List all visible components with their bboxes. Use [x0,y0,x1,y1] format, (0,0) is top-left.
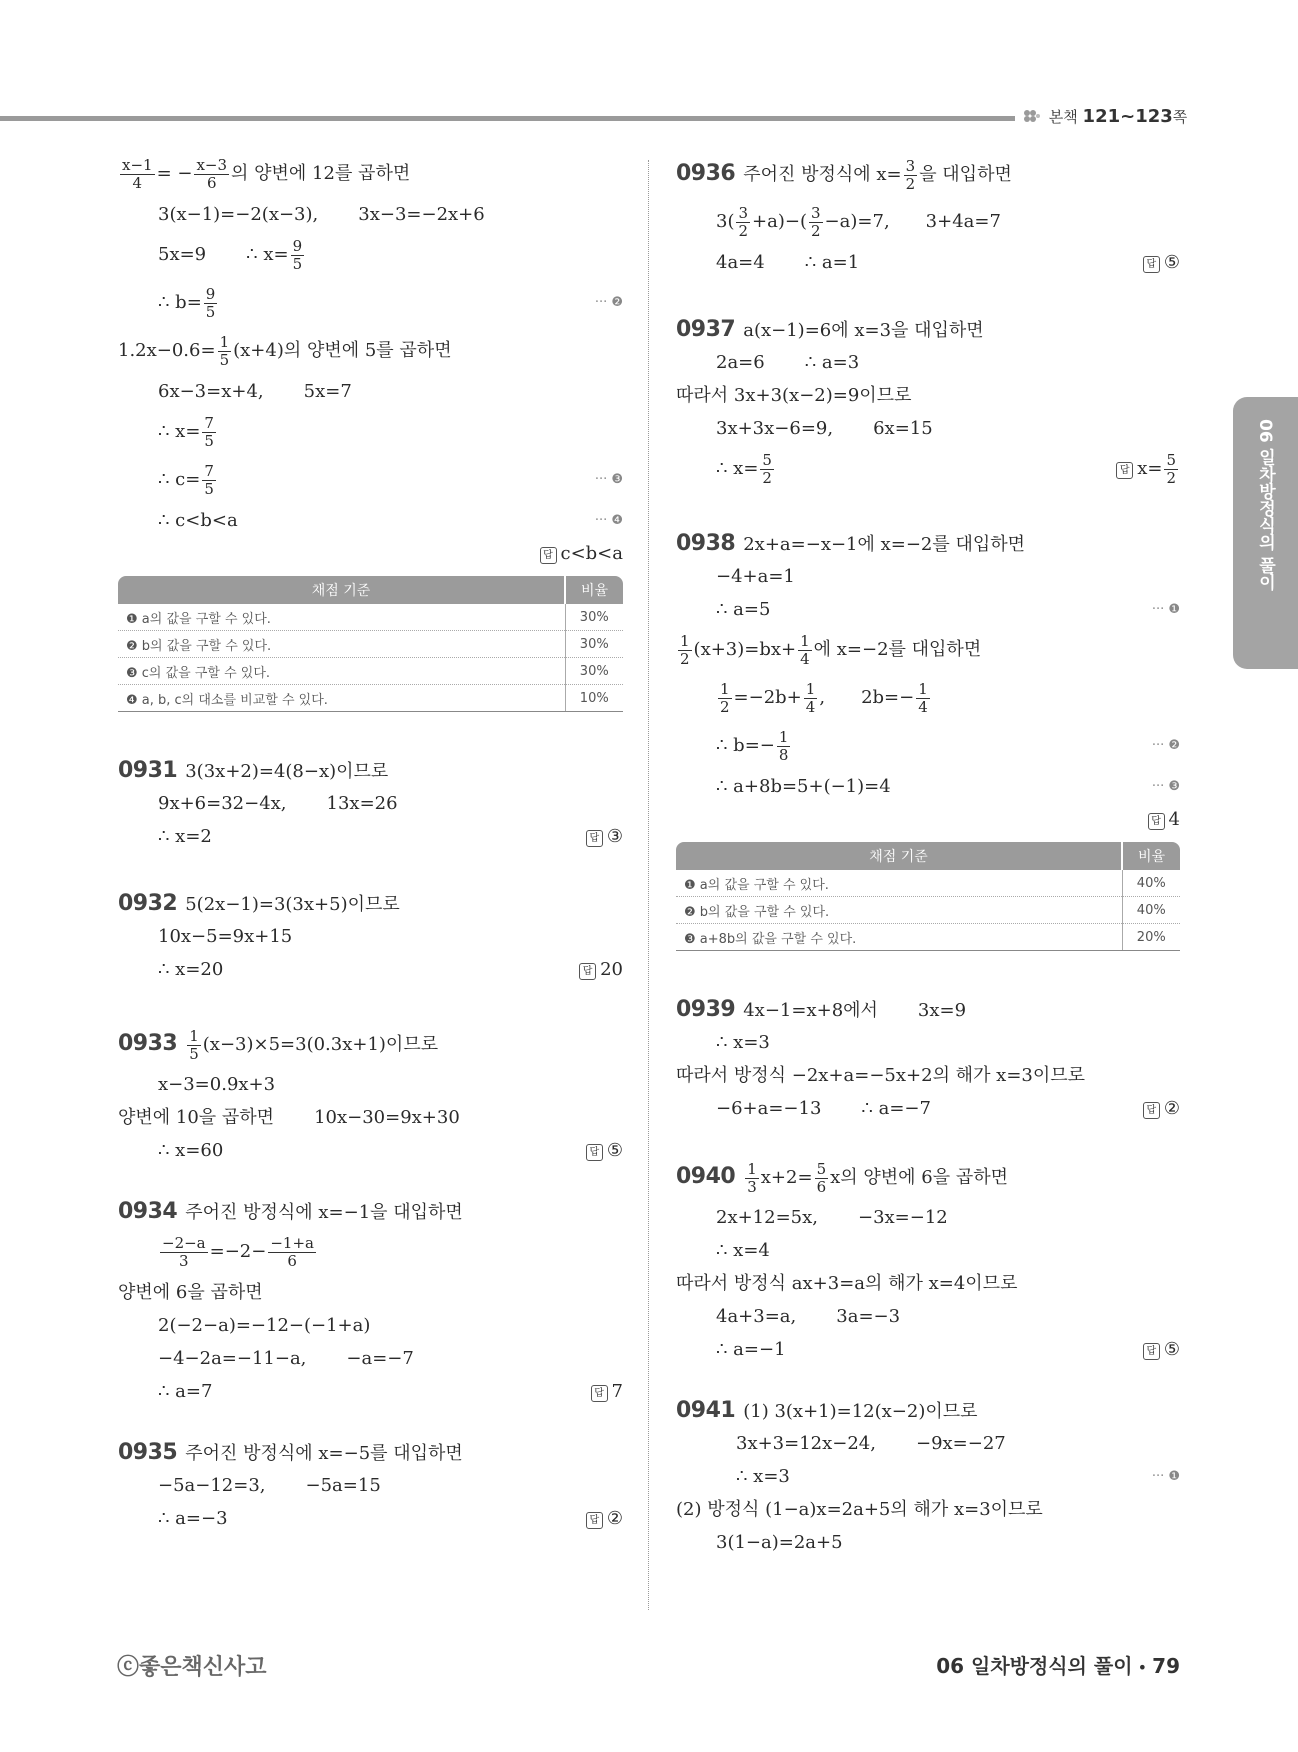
problem-number: 0934 [118,1199,178,1224]
problem-0935: 0935 주어진 방정식에 x=−5를 대입하면 [118,1440,463,1465]
math-line: 2(−2−a)=−12−(−1+a) [158,1315,371,1336]
footer-chapter: 06 일차방정식의 풀이 [936,1654,1133,1678]
fraction: $\frac{5}{2}$ [762,450,772,487]
problem-0936: 0936 주어진 방정식에 x= $\frac{3}{2}$ 을 대입하면 [676,156,1012,193]
grading-header-ratio: 비율 [565,576,623,604]
math-line: 10x−5=9x+15 [158,926,293,947]
math-line: $\frac{x-1}{4}$ = − $\frac{x-3}{6}$ 의 양변에 12를 곱하면 [122,155,411,192]
problem-0932: 0932 5(2x−1)=3(3x+5)이므로 [118,891,400,916]
step-marker: ··· ❹ [594,513,623,528]
math-line: 3x+3=12x−24, −9x=−27 [736,1433,1006,1454]
answer-line [118,537,623,570]
answer: 답 ② [586,1502,623,1535]
header-rule [0,116,1015,121]
fraction: $\frac{1}{4}$ [800,631,810,668]
math-line: $\frac{1}{2}$ (x+3)=bx+ $\frac{1}{4}$ 에 x=−2를 대입하면 [680,631,982,668]
problem-number: 0940 [676,1164,736,1189]
step-marker: ··· ❷ [1151,738,1180,753]
step-marker: ··· ❸ [594,472,623,487]
math-line: ∴ a=−3 답 ② [118,1502,623,1535]
grading-table [676,842,1180,951]
step-marker: ··· ❸ [1151,779,1180,794]
step-marker: ··· ❶ [1151,1469,1180,1484]
step-marker: ··· ❷ [594,295,623,310]
table-row: ❸ c의 값을 구할 수 있다. 30% [118,658,623,685]
math-line: x−3=0.9x+3 [158,1074,276,1095]
grading-table [118,576,623,712]
answer-badge-icon: 답 [540,547,557,564]
page-number: 79 [1152,1654,1180,1678]
math-line: 3( $\frac{3}{2}$ +a)−( $\frac{3}{2}$ −a)=7, 3+4a=7 [716,203,1001,240]
problem-0933: 0933 $\frac{1}{5}$ (x−3)×5=3(0.3x+1)이므로 [118,1026,439,1063]
step-marker: ··· ❶ [1151,602,1180,617]
page-reference [1022,106,1187,127]
answer: 답 ⑤ [1143,1333,1180,1366]
math-line: ∴ c= $\frac{7}{5}$ ··· ❸ [118,456,623,504]
math-line: 6x−3=x+4, 5x=7 [158,381,352,402]
math-line: 5x=9 ∴ x= $\frac{9}{5}$ [158,236,303,273]
fraction: $\frac{1}{2}$ [680,631,690,668]
left-column [118,150,623,1535]
fraction: $\frac{3}{2}$ [905,156,916,193]
math-line: 따라서 방정식 −2x+a=−5x+2의 해가 x=3이므로 [676,1065,1086,1086]
table-row: ❶ a의 값을 구할 수 있다. 30% [118,604,623,631]
answer-badge-icon: 답 [1143,1102,1160,1119]
math-line: −4−2a=−11−a, −a=−7 [158,1348,414,1369]
table-row: ❸ a+8b의 값을 구할 수 있다. 20% [676,924,1180,951]
problem-number: 0935 [118,1440,178,1465]
fraction: $\frac{9}{5}$ [292,236,303,273]
answer-badge-icon: 답 [586,1144,603,1161]
problem-0931: 0931 3(3x+2)=4(8−x)이므로 [118,758,389,783]
fraction: $\frac{1}{5}$ [189,1026,199,1063]
fraction: $\frac{5}{2}$ [1166,450,1176,487]
math-line: 양변에 6을 곱하면 [118,1282,263,1303]
fraction: $\frac{7}{5}$ [204,413,214,450]
math-line: 양변에 10을 곱하면 10x−30=9x+30 [118,1107,460,1128]
answer-badge-icon: 답 [579,963,596,980]
problem-number: 0932 [118,891,178,916]
answer-badge-icon: 답 [586,830,603,847]
math-line: 1.2x−0.6= $\frac{1}{5}$ (x+4)의 양변에 5를 곱하면 [118,332,452,369]
fraction: $\frac{1}{2}$ [720,679,730,716]
math-line: ∴ a=−1 답 ⑤ [676,1333,1180,1366]
answer: 답 c<b<a [540,537,624,570]
answer: 답 7 [591,1375,623,1408]
fraction: $\frac{9}{5}$ [205,284,216,321]
answer-line [676,803,1180,836]
fraction: $\frac{3}{2}$ [811,203,821,240]
math-line: ∴ x=3 ··· ❶ [676,1460,1180,1493]
fraction: $\frac{-1+a}{6}$ [270,1233,314,1270]
math-line: 3(1−a)=2a+5 [716,1532,843,1553]
answer-badge-icon: 답 [1143,256,1160,273]
fraction: $\frac{1}{5}$ [219,332,230,369]
math-line: 3(x−1)=−2(x−3), 3x−3=−2x+6 [158,204,485,225]
math-line: ∴ x=4 [716,1240,770,1261]
math-line: 3x+3x−6=9, 6x=15 [716,418,933,439]
problem-number: 0936 [676,161,736,186]
fraction: $\frac{3}{2}$ [738,203,749,240]
answer-badge-icon: 답 [591,1385,608,1402]
math-line: ∴ b=− $\frac{1}{8}$ ··· ❷ [676,722,1180,770]
math-line: 따라서 3x+3(x−2)=9이므로 [676,385,912,406]
page-footer [936,1650,1180,1679]
chapter-side-tab [1233,397,1298,669]
publisher-logo: ⓒ좋은책신사고 [117,1655,267,1680]
fraction: $\frac{x-3}{6}$ [196,155,228,192]
problem-0940: 0940 $\frac{1}{3}$ x+2= $\frac{5}{6}$ x의 양변에 6을 곱하면 [676,1159,1008,1196]
math-line: −5a−12=3, −5a=15 [158,1475,381,1496]
answer: 답 ③ [586,820,623,853]
math-line: ∴ x=20 답 20 [118,953,623,986]
problem-0941: 0941 (1) 3(x+1)=12(x−2)이므로 [676,1398,978,1423]
answer: 답 ② [1143,1092,1180,1125]
fraction: $\frac{1}{3}$ [747,1159,757,1196]
math-line: 4a=4 ∴ a=1 답 ⑤ [676,246,1180,279]
math-line: (2) 방정식 (1−a)x=2a+5의 해가 x=3이므로 [676,1499,1043,1520]
fraction: $\frac{x-1}{4}$ [122,155,153,192]
page-ref-suffix: 쪽 [1172,108,1188,126]
footer-separator: • [1137,1658,1148,1677]
math-line: ∴ a=7 답 7 [118,1375,623,1408]
problem-number: 0941 [676,1398,736,1423]
math-line: ∴ a+8b=5+(−1)=4 ··· ❸ [676,770,1180,803]
math-line: −4+a=1 [716,566,795,587]
grading-header-criteria: 채점 기준 [676,842,1122,870]
fraction: $\frac{1}{8}$ [778,727,789,764]
answer: 답 4 [1148,803,1180,836]
flower-icon [1022,109,1040,123]
answer-badge-icon: 답 [586,1512,603,1529]
math-line: 2a=6 ∴ a=3 [716,352,860,373]
fraction: $\frac{7}{5}$ [204,461,214,498]
math-line: ∴ a=5 ··· ❶ [676,593,1180,626]
answer: 답 20 [579,953,623,986]
answer-badge-icon: 답 [1143,1343,1160,1360]
table-row: ❶ a의 값을 구할 수 있다. 40% [676,870,1180,897]
fraction: $\frac{1}{4}$ [805,679,816,716]
math-line: 2x+12=5x, −3x=−12 [716,1207,948,1228]
table-row: ❷ b의 값을 구할 수 있다. 40% [676,897,1180,924]
page-ref-range: 121~123 [1082,106,1173,127]
table-row: ❹ a, b, c의 대소를 비교할 수 있다. 10% [118,685,623,712]
grading-header-criteria: 채점 기준 [118,576,565,604]
table-row: ❷ b의 값을 구할 수 있다. 30% [118,631,623,658]
math-line: ∴ x= $\frac{7}{5}$ [158,413,214,450]
fraction: $\frac{-2-a}{3}$ [162,1233,206,1270]
answer-badge-icon: 답 [1116,462,1133,479]
column-divider [648,160,649,1610]
problem-0937: 0937 a(x−1)=6에 x=3을 대입하면 [676,317,984,342]
problem-0938: 0938 2x+a=−x−1에 x=−2를 대입하면 [676,531,1026,556]
math-line: ∴ x= $\frac{5}{2}$ 답 x= $\frac{5}{2}$ [676,445,1180,493]
math-line: 4a+3=a, 3a=−3 [716,1306,901,1327]
math-line: ∴ x=60 답 ⑤ [118,1134,623,1167]
math-line: $\frac{-2-a}{3}$ =−2− $\frac{-1+a}{6}$ [162,1233,314,1270]
answer: 답 x= $\frac{5}{2}$ [1116,445,1180,493]
answer: 답 ⑤ [1143,246,1180,279]
math-line: ∴ c<b<a ··· ❹ [118,504,623,537]
fraction: $\frac{5}{6}$ [816,1159,827,1196]
problem-number: 0933 [118,1031,178,1056]
problem-0934: 0934 주어진 방정식에 x=−1을 대입하면 [118,1199,463,1224]
page-ref-prefix: 본책 [1048,108,1078,126]
fraction: $\frac{1}{4}$ [918,679,928,716]
math-line: $\frac{1}{2}$ =−2b+ $\frac{1}{4}$ , 2b=− $\frac{1}{4}$ [720,679,928,716]
problem-number: 0937 [676,317,736,342]
problem-0939: 0939 4x−1=x+8에서 3x=9 [676,997,967,1022]
math-line: 따라서 방정식 ax+3=a의 해가 x=4이므로 [676,1273,1018,1294]
answer: 답 ⑤ [586,1134,623,1167]
math-line: −6+a=−13 ∴ a=−7 답 ② [676,1092,1180,1125]
problem-number: 0931 [118,758,178,783]
math-line: ∴ x=2 답 ③ [118,820,623,853]
math-line: ∴ x=3 [716,1032,770,1053]
math-line: ∴ b= $\frac{9}{5}$ ··· ❷ [118,279,623,327]
grading-header-ratio: 비율 [1122,842,1180,870]
problem-number: 0938 [676,531,736,556]
right-column [676,150,1180,1559]
math-line: 9x+6=32−4x, 13x=26 [158,793,398,814]
chapter-side-tab-label: 06 일차방정식의 풀이 [1255,419,1275,591]
problem-number: 0939 [676,997,736,1022]
answer-badge-icon: 답 [1148,813,1165,830]
